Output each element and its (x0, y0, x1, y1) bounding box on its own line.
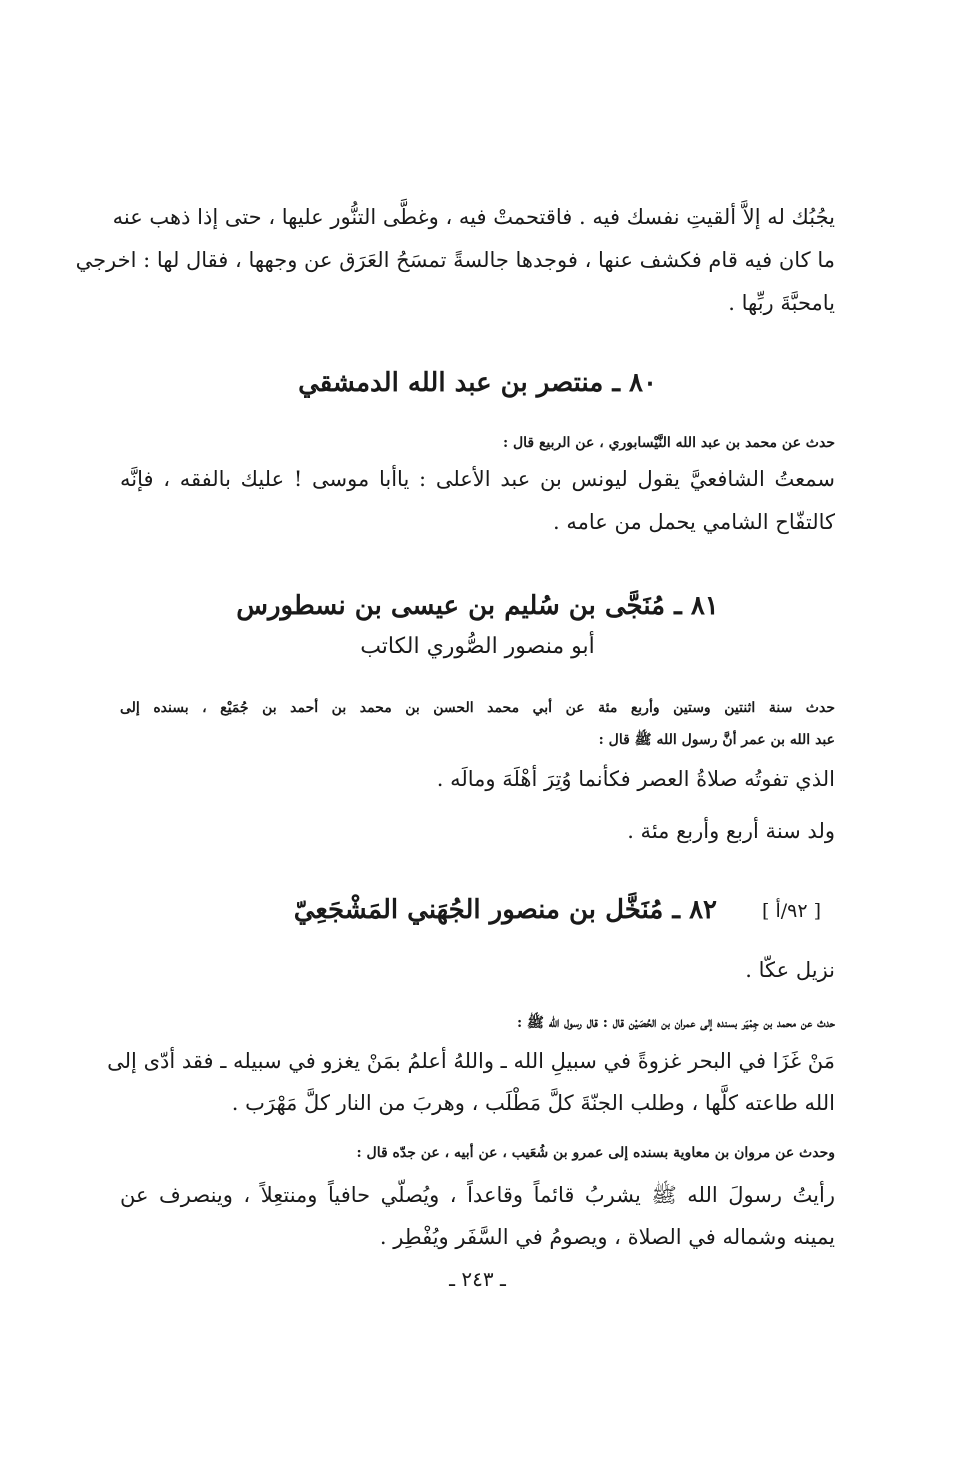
entry-81-subtitle: أبو منصور الصُّوري الكاتب (360, 634, 595, 659)
entry-81-isnad-line: عبد الله بن عمر أنَّ رسول الله ﷺ قال : (598, 732, 835, 748)
page-number: ـ ٢٤٣ ـ (449, 1267, 506, 1291)
paragraph-line: ما كان فيه قام فكشف عنها ، فوجدها جالسةً تمسَحُ العَرَق عن وجهها ، فقال لها : اخرجي (75, 248, 835, 272)
paragraph-line: يامحبَّةَ ربِّها . (728, 291, 835, 315)
entry-82-subtitle: نزيل عكّا . (745, 958, 835, 982)
entry-80-isnad: حدث عن محمد بن عبد الله النَّيْسابوري ، عن الربيع قال : (502, 435, 835, 451)
folio-reference: [ ٩٢/أ ] (762, 900, 822, 922)
entry-81-text-line: الذي تفوتُه صلاةُ العصر فكأنما وُتِرَ أهْلَهَ ومالَه . (436, 767, 835, 791)
entry-82-text-line: يمينه وشماله في الصلاة ، ويصومُ في السَّفَر ويُفْطِر . (379, 1225, 835, 1249)
entry-80-text-line: كالتفّاح الشامي يحمل من عامه . (553, 510, 835, 534)
entry-80-title: ٨٠ ـ منتصر بن عبد الله الدمشقي (298, 368, 657, 398)
paragraph-line: يجُبُك له إلاَّ ألقيتِ نفسك فيه . فاقتحمتْ فيه ، وغطَّى التنُّور عليها ، حتى إذا ذهب عنه (112, 205, 835, 229)
entry-82-text-line: رأيتُ رسولَ الله ﷺ يشربُ قائماً وقاعداً ، ويُصلّي حافياً ومنتعِلاً ، وينصرف عن (120, 1183, 835, 1207)
entry-82-text-line: مَنْ غَزَا في البحر غزوةً في سبيلِ الله ـ واللهُ أعلمُ بمَنْ يغزو في سبيله ـ فقد أدّى إلى (107, 1049, 835, 1073)
entry-81-title: ٨١ ـ مُنَجَّى بن سُليم بن عيسى بن نسطورس (236, 591, 719, 621)
entry-80-text-line: سمعتُ الشافعيَّ يقول ليونس بن عبد الأعلى : ياأبا موسى ! عليك بالفقه ، فإنَّه (120, 467, 835, 491)
entry-82-isnad: وحدث عن مروان بن معاوية بسنده إلى عمرو بن شُعَيب ، عن أبيه ، عن جدّه قال : (356, 1145, 835, 1161)
entry-81-note: ولد سنة أربع وأربع مئة . (627, 819, 835, 843)
entry-82-title: ٨٢ ـ مُنَخَّل بن منصور الجُهَني المَشْجَعِيّ (293, 895, 717, 925)
entry-82-isnad: حدث عن محمد بن جِمْيَر بسنده إلى عمران بن الحُصَيْن قال : قال رسول الله ﷺ : (516, 1015, 835, 1031)
entry-82-text-line: الله طاعته كلَّها ، وطلب الجنّةَ كلَّ مَطْلَب ، وهربَ من النار كلَّ مَهْرَب . (231, 1091, 835, 1115)
entry-81-isnad-line: حدث سنة اثنتين وستين وأربع مئة عن أبي محمد الحسن بن محمد بن أحمد بن جُمَيْع ، بسنده إلى (120, 700, 835, 716)
